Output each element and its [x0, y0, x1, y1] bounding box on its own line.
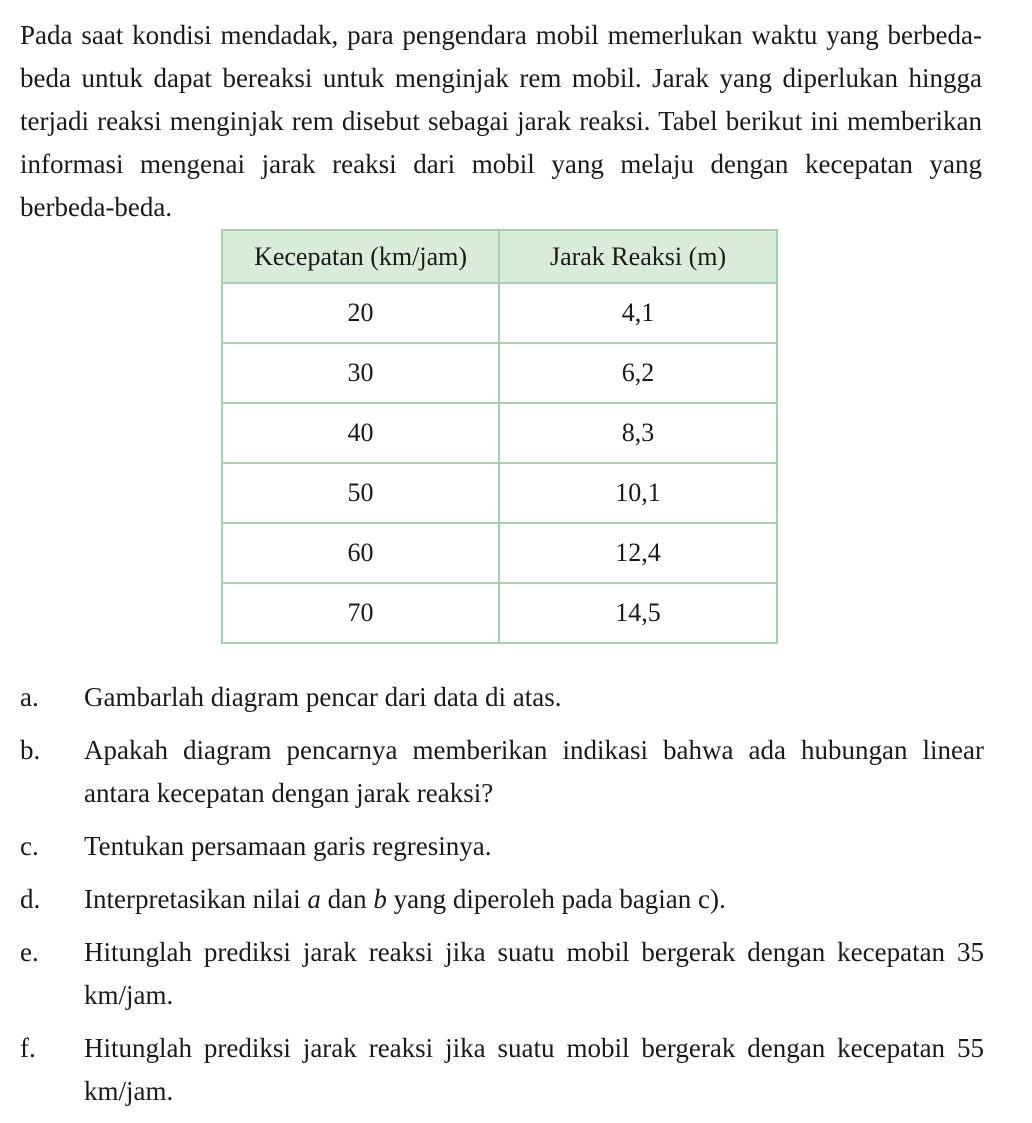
- question-text: Gambarlah diagram pencar dari data di atas.: [84, 682, 562, 712]
- question-text: Apakah diagram pencarnya memberikan indikasi bahwa ada hubungan linear antara kecepatan dengan jarak reaksi?: [84, 735, 984, 808]
- table-row: [222, 583, 777, 643]
- variable-b: b: [373, 884, 387, 914]
- question-text: Hitunglah prediksi jarak reaksi jika suatu mobil bergerak dengan kecepatan 55 km/jam.: [84, 1033, 984, 1106]
- cell-speed: 30: [222, 343, 499, 403]
- question-letter: e.: [20, 937, 39, 967]
- cell-speed: 20: [222, 283, 499, 343]
- question-letter: f.: [20, 1033, 36, 1063]
- question-item-e: [20, 931, 984, 1017]
- cell-reaction-distance: 10,1: [499, 463, 777, 523]
- question-letter: c.: [20, 831, 39, 861]
- table-header-row: [222, 230, 777, 283]
- question-letter: b.: [20, 735, 41, 765]
- question-list: [20, 676, 984, 1123]
- table-row: [222, 343, 777, 403]
- cell-speed: 40: [222, 403, 499, 463]
- cell-speed: 60: [222, 523, 499, 583]
- cell-reaction-distance: 8,3: [499, 403, 777, 463]
- header-speed: Kecepatan (km/jam): [222, 230, 499, 283]
- cell-speed: 70: [222, 583, 499, 643]
- question-text-mid: dan: [320, 884, 374, 914]
- cell-reaction-distance: 12,4: [499, 523, 777, 583]
- question-item-f: [20, 1027, 984, 1113]
- cell-speed: 50: [222, 463, 499, 523]
- table-row: [222, 403, 777, 463]
- question-text: [84, 884, 726, 914]
- table-row: [222, 283, 777, 343]
- question-letter: d.: [20, 884, 41, 914]
- variable-a: a: [307, 884, 321, 914]
- intro-paragraph: Pada saat kondisi mendadak, para pengendara mobil memerlukan waktu yang berbeda-beda untuk dapat bereaksi untuk menginjak rem mobil. Jarak yang diperlukan hingga terjadi reaksi menginjak rem disebut sebagai jarak reaksi. Tabel berikut ini memberikan informasi mengenai jarak reaksi dari mobil yang melaju dengan kecepatan yang berbeda-beda.: [20, 20, 982, 222]
- question-text: Hitunglah prediksi jarak reaksi jika suatu mobil bergerak dengan kecepatan 35 km/jam.: [84, 937, 984, 1010]
- question-item-c: [20, 825, 984, 868]
- cell-reaction-distance: 6,2: [499, 343, 777, 403]
- cell-reaction-distance: 4,1: [499, 283, 777, 343]
- header-reaction-distance: Jarak Reaksi (m): [499, 230, 777, 283]
- table-row: [222, 523, 777, 583]
- question-text-post: yang diperoleh pada bagian c).: [386, 884, 726, 914]
- question-item-d: [20, 878, 984, 921]
- question-item-a: [20, 676, 984, 719]
- question-item-b: [20, 729, 984, 815]
- speed-reaction-table: [221, 229, 778, 644]
- question-letter: a.: [20, 682, 39, 712]
- question-text: Tentukan persamaan garis regresinya.: [84, 831, 492, 861]
- table-row: [222, 463, 777, 523]
- question-text-pre: Interpretasikan nilai: [84, 884, 308, 914]
- cell-reaction-distance: 14,5: [499, 583, 777, 643]
